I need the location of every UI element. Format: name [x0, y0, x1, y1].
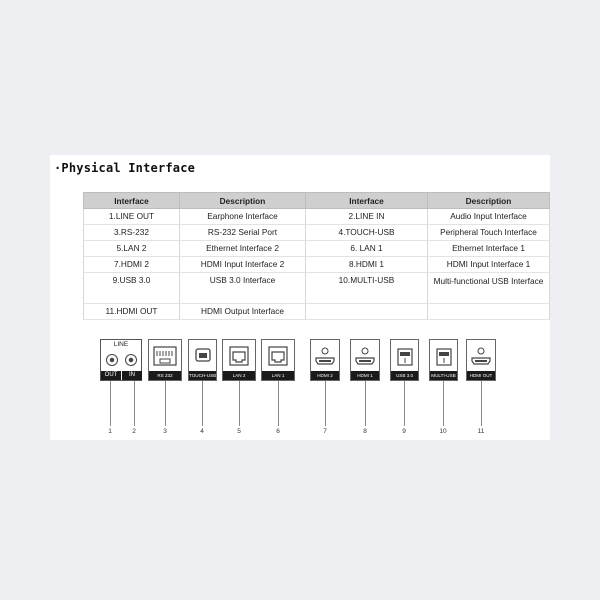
port-label: LAN 2: [223, 371, 255, 380]
multi-usb-port: [429, 339, 458, 381]
port-label: LAN 1: [262, 371, 294, 380]
table-cell: 9.USB 3.0: [84, 273, 180, 304]
hdmi-port-icon: [314, 346, 336, 368]
line-in-jack-icon: [125, 354, 137, 366]
hdmi1-port: [350, 339, 380, 381]
callout-number: 9: [402, 428, 406, 435]
leader-line: [134, 381, 135, 426]
table-header-row: [84, 193, 550, 209]
ethernet-port-icon: [268, 346, 288, 366]
serial-port-icon: [153, 346, 177, 366]
table-cell: Audio Input Interface: [428, 209, 550, 225]
table-header: Description: [428, 193, 550, 209]
table-cell: Earphone Interface: [180, 209, 306, 225]
leader-line: [481, 381, 482, 426]
table-cell: [306, 304, 428, 320]
hdmi-out-port: [466, 339, 496, 381]
leader-line: [404, 381, 405, 426]
leader-line: [202, 381, 203, 426]
table-cell: 8.HDMI 1: [306, 257, 428, 273]
line-out-jack-icon: [106, 354, 118, 366]
table-header: Interface: [306, 193, 428, 209]
line-title: LINE: [113, 341, 129, 348]
port-label: HDMI OUT: [467, 371, 495, 380]
port-label: USB 3.0: [391, 371, 418, 380]
port-label: TOUCH-USB: [189, 373, 216, 378]
callout-number: 2: [132, 428, 136, 435]
table-cell: 5.LAN 2: [84, 241, 180, 257]
interface-table: [83, 192, 550, 320]
callout-number: 10: [439, 428, 447, 435]
table-cell: USB 3.0 Interface: [180, 273, 306, 304]
callout-number: 1: [108, 428, 112, 435]
port-panel-diagram: [96, 335, 506, 440]
usb-a-port-icon: [396, 346, 414, 368]
table-row: [84, 257, 550, 273]
table-row: [84, 225, 550, 241]
table-cell: 6. LAN 1: [306, 241, 428, 257]
callout-number: 7: [323, 428, 327, 435]
leader-line: [278, 381, 279, 426]
port-label: MULTI-USB: [431, 373, 456, 378]
table-cell: Multi-functional USB Interface: [428, 273, 550, 304]
table-cell: 1.LINE OUT: [84, 209, 180, 225]
table-header: Description: [180, 193, 306, 209]
usb-b-port-icon: [194, 346, 212, 364]
table-row: [84, 241, 550, 257]
hdmi-port-icon: [354, 346, 376, 368]
line-in-label: IN: [122, 371, 142, 380]
document-page: [50, 155, 550, 440]
table-cell: 7.HDMI 2: [84, 257, 180, 273]
callout-number: 11: [477, 428, 485, 435]
table-cell: 3.RS-232: [84, 225, 180, 241]
table-cell: RS-232 Serial Port: [180, 225, 306, 241]
ethernet-port-icon: [229, 346, 249, 366]
table-cell: HDMI Output Interface: [180, 304, 306, 320]
lan1-port: [261, 339, 295, 381]
leader-line: [365, 381, 366, 426]
touch-usb-port: [188, 339, 217, 381]
port-label: HDMI 2: [311, 371, 339, 380]
callout-number: 8: [363, 428, 367, 435]
usb-a-port-icon: [435, 346, 453, 368]
table-row: [84, 304, 550, 320]
lan2-port: [222, 339, 256, 381]
table-cell: 4.TOUCH-USB: [306, 225, 428, 241]
table-header: Interface: [84, 193, 180, 209]
callout-number: 5: [237, 428, 241, 435]
line-port-box: [100, 339, 142, 381]
leader-line: [110, 381, 111, 426]
section-heading: ·Physical Interface: [54, 161, 196, 175]
port-label: HDMI 1: [351, 371, 379, 380]
table-row: [84, 209, 550, 225]
table-cell: HDMI Input Interface 1: [428, 257, 550, 273]
leader-line: [443, 381, 444, 426]
table-cell: [428, 304, 550, 320]
rs232-port: [148, 339, 182, 381]
callout-number: 3: [163, 428, 167, 435]
table-cell: Ethernet Interface 2: [180, 241, 306, 257]
usb3-port: [390, 339, 419, 381]
line-out-label: OUT: [101, 371, 121, 380]
table-cell: 10.MULTI-USB: [306, 273, 428, 304]
hdmi-port-icon: [470, 346, 492, 368]
table-cell: Peripheral Touch Interface: [428, 225, 550, 241]
leader-line: [239, 381, 240, 426]
table-cell: 11.HDMI OUT: [84, 304, 180, 320]
leader-line: [165, 381, 166, 426]
table-cell: 2.LINE IN: [306, 209, 428, 225]
table-cell: HDMI Input Interface 2: [180, 257, 306, 273]
leader-line: [325, 381, 326, 426]
port-label: RS 232: [149, 371, 181, 380]
table-row: [84, 273, 550, 304]
callout-number: 6: [276, 428, 280, 435]
hdmi2-port: [310, 339, 340, 381]
callout-number: 4: [200, 428, 204, 435]
table-cell: Ethernet Interface 1: [428, 241, 550, 257]
